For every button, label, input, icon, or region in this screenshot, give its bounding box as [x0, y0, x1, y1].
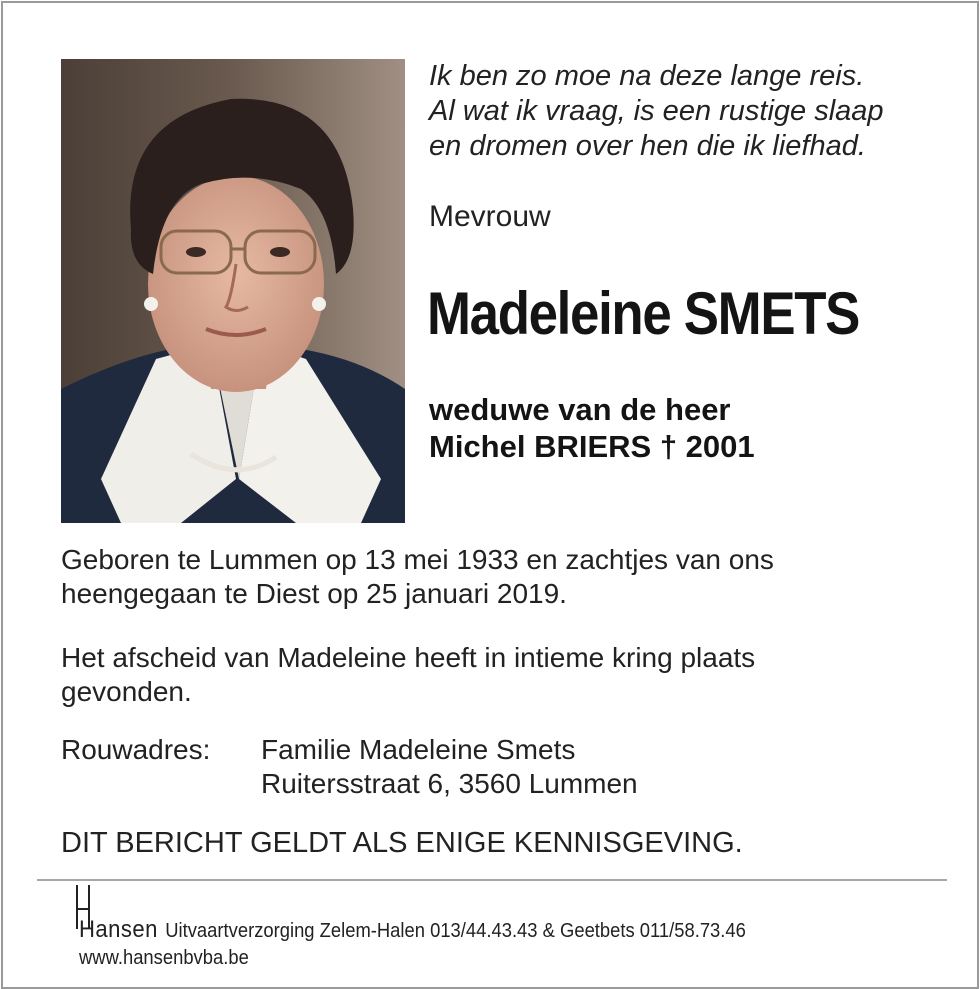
text-line: Geboren te Lummen op 13 mei 1933 en zachtjes van ons — [61, 544, 774, 575]
widow-of — [429, 391, 755, 465]
notice-text: DIT BERICHT GELDT ALS ENIGE KENNISGEVING. — [61, 827, 743, 859]
portrait-photo — [61, 59, 405, 523]
website-link[interactable]: www.hansenbvba.be — [79, 947, 249, 969]
poem-line: Al wat ik vraag, is een rustige slaap — [429, 95, 884, 127]
obituary-card — [1, 1, 979, 989]
brand-name: Hansen — [79, 916, 158, 943]
widow-line: weduwe van de heer — [429, 392, 731, 427]
text-line: Het afscheid van Madeleine heeft in intieme kring plaats — [61, 642, 756, 673]
deceased-name: Madeleine SMETS — [427, 280, 860, 347]
address-label: Rouwadres: — [61, 734, 211, 765]
address-lines — [261, 733, 638, 801]
honorific: Mevrouw — [429, 200, 551, 233]
text-line: heengegaan te Diest op 25 januari 2019. — [61, 578, 567, 609]
poem-line: Ik ben zo moe na deze lange reis. — [429, 60, 865, 92]
spouse-name: Michel BRIERS † 2001 — [429, 429, 755, 464]
address-line: Ruitersstraat 6, 3560 Lummen — [261, 768, 638, 799]
poem-line: en dromen over hen die ik liefhad. — [429, 130, 866, 162]
poem — [429, 59, 884, 164]
farewell-text — [61, 641, 755, 709]
address-line: Familie Madeleine Smets — [261, 734, 576, 765]
funeral-home-info — [79, 916, 746, 944]
birth-death-text — [61, 543, 774, 611]
text-line: gevonden. — [61, 676, 192, 707]
services-text: Uitvaartverzorging Zelem-Halen 013/44.43.43 & Geetbets 011/58.73.46 — [165, 920, 746, 942]
divider — [37, 879, 947, 881]
